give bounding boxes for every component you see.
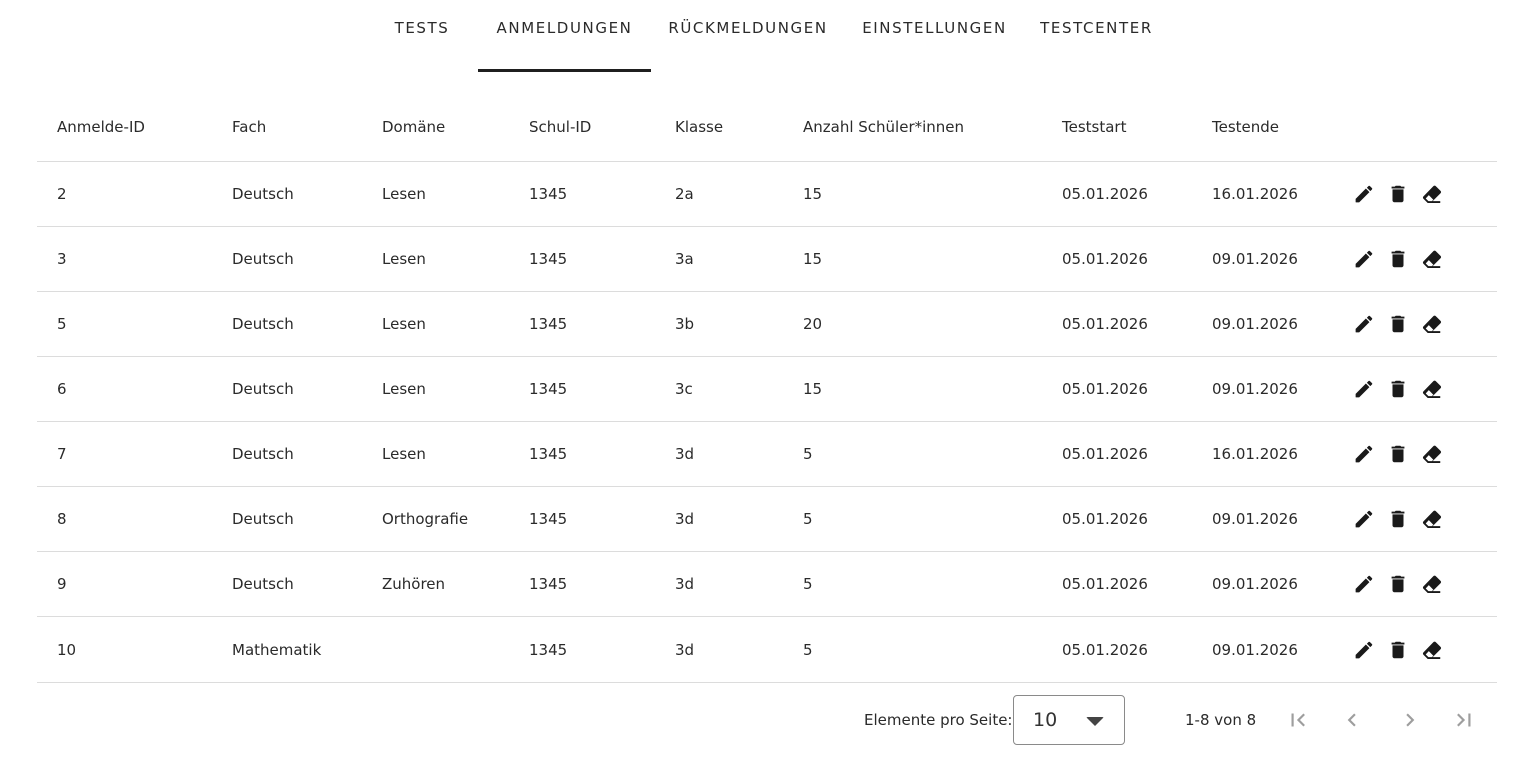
row-actions (1353, 552, 1443, 616)
cell-anmelde-id: 3 (57, 250, 67, 268)
tab-testcenter[interactable] (1033, 0, 1160, 72)
trash-icon[interactable] (1387, 508, 1409, 530)
column-header-klasse[interactable]: Klasse (675, 117, 724, 136)
cell-domaene: Lesen (382, 315, 426, 333)
cell-testende: 09.01.2026 (1212, 380, 1298, 398)
cell-testende: 16.01.2026 (1212, 185, 1298, 203)
cell-teststart: 05.01.2026 (1062, 380, 1148, 398)
pencil-icon[interactable] (1353, 248, 1375, 270)
cell-anmelde-id: 9 (57, 575, 67, 593)
trash-icon[interactable] (1387, 639, 1409, 661)
column-header-anmelde-id[interactable]: Anmelde-ID (57, 117, 145, 136)
column-header-testende[interactable]: Testende (1212, 117, 1280, 136)
cell-testende: 09.01.2026 (1212, 575, 1298, 593)
cell-teststart: 05.01.2026 (1062, 185, 1148, 203)
table-row (37, 162, 1497, 227)
table-body (37, 162, 1497, 683)
cell-testende: 09.01.2026 (1212, 250, 1298, 268)
cell-schul-id: 1345 (529, 250, 568, 268)
cell-fach: Deutsch (232, 380, 294, 398)
cell-domaene: Lesen (382, 250, 426, 268)
row-actions (1353, 162, 1443, 226)
page-size-select[interactable] (1013, 695, 1125, 745)
cell-anzahl: 5 (803, 575, 813, 593)
cell-fach: Deutsch (232, 250, 294, 268)
trash-icon[interactable] (1387, 313, 1409, 335)
trash-icon[interactable] (1387, 443, 1409, 465)
cell-domaene: Zuhören (382, 575, 446, 593)
cell-fach: Deutsch (232, 575, 294, 593)
cell-anzahl: 15 (803, 380, 823, 398)
cell-teststart: 05.01.2026 (1062, 315, 1148, 333)
cell-testende: 09.01.2026 (1212, 315, 1298, 333)
pencil-icon[interactable] (1353, 573, 1375, 595)
cell-klasse: 3d (675, 575, 695, 593)
previous-page-icon[interactable] (1339, 707, 1365, 733)
cell-klasse: 3d (675, 510, 695, 528)
tab-label: RÜCKMELDUNGEN (668, 19, 828, 37)
row-actions (1353, 227, 1443, 291)
cell-testende: 09.01.2026 (1212, 510, 1298, 528)
cell-klasse: 3d (675, 640, 695, 659)
eraser-icon[interactable] (1421, 313, 1443, 335)
row-actions (1353, 487, 1443, 551)
page-range-label: 1-8 von 8 (1185, 711, 1257, 729)
cell-klasse: 3d (675, 445, 695, 463)
trash-icon[interactable] (1387, 378, 1409, 400)
cell-anmelde-id: 5 (57, 315, 67, 333)
cell-klasse: 2a (675, 185, 694, 203)
cell-fach: Deutsch (232, 185, 294, 203)
cell-anmelde-id: 6 (57, 380, 67, 398)
cell-domaene: Lesen (382, 445, 426, 463)
table-row (37, 617, 1497, 683)
cell-schul-id: 1345 (529, 380, 568, 398)
tab-anmeldungen[interactable] (478, 0, 651, 72)
caret-down-icon (1086, 717, 1104, 726)
cell-domaene: Lesen (382, 185, 426, 203)
eraser-icon[interactable] (1421, 573, 1443, 595)
table-row (37, 552, 1497, 617)
cell-anmelde-id: 2 (57, 185, 67, 203)
cell-klasse: 3c (675, 380, 693, 398)
tab-bar (0, 0, 1538, 72)
eraser-icon[interactable] (1421, 183, 1443, 205)
tab-einstellungen[interactable] (853, 0, 1016, 72)
table-row (37, 357, 1497, 422)
column-header-domaene[interactable]: Domäne (382, 117, 446, 136)
cell-teststart: 05.01.2026 (1062, 575, 1148, 593)
trash-icon[interactable] (1387, 248, 1409, 270)
cell-fach: Deutsch (232, 510, 294, 528)
column-header-schul-id[interactable]: Schul-ID (529, 117, 592, 136)
next-page-icon[interactable] (1397, 707, 1423, 733)
pencil-icon[interactable] (1353, 378, 1375, 400)
column-header-anzahl[interactable]: Anzahl Schüler*innen (803, 117, 965, 136)
cell-fach: Deutsch (232, 445, 294, 463)
tab-rueckmeldungen[interactable] (660, 0, 836, 72)
tab-label: TESTCENTER (1040, 19, 1153, 37)
pencil-icon[interactable] (1353, 443, 1375, 465)
page-size-value: 10 (1033, 709, 1058, 731)
trash-icon[interactable] (1387, 573, 1409, 595)
cell-domaene: Lesen (382, 380, 426, 398)
cell-anmelde-id: 10 (57, 640, 77, 659)
eraser-icon[interactable] (1421, 508, 1443, 530)
cell-anzahl: 15 (803, 250, 823, 268)
table-row (37, 422, 1497, 487)
trash-icon[interactable] (1387, 183, 1409, 205)
paginator (0, 690, 1538, 750)
cell-anzahl: 5 (803, 640, 813, 659)
tab-tests[interactable] (378, 0, 466, 72)
cell-teststart: 05.01.2026 (1062, 640, 1148, 659)
row-actions (1353, 422, 1443, 486)
cell-schul-id: 1345 (529, 640, 568, 659)
pencil-icon[interactable] (1353, 183, 1375, 205)
last-page-icon[interactable] (1451, 707, 1477, 733)
cell-fach: Mathematik (232, 640, 322, 659)
cell-anzahl: 15 (803, 185, 823, 203)
pencil-icon[interactable] (1353, 639, 1375, 661)
eraser-icon[interactable] (1421, 378, 1443, 400)
cell-teststart: 05.01.2026 (1062, 445, 1148, 463)
tab-label: ANMELDUNGEN (496, 19, 633, 37)
cell-domaene: Orthografie (382, 510, 469, 528)
cell-anzahl: 20 (803, 315, 823, 333)
cell-fach: Deutsch (232, 315, 294, 333)
cell-schul-id: 1345 (529, 510, 568, 528)
cell-schul-id: 1345 (529, 315, 568, 333)
row-actions (1353, 617, 1443, 682)
cell-anzahl: 5 (803, 445, 813, 463)
cell-teststart: 05.01.2026 (1062, 510, 1148, 528)
eraser-icon[interactable] (1421, 443, 1443, 465)
pencil-icon[interactable] (1353, 313, 1375, 335)
registrations-table (37, 92, 1497, 683)
cell-teststart: 05.01.2026 (1062, 250, 1148, 268)
tab-label: TESTS (394, 19, 450, 37)
table-row (37, 292, 1497, 357)
column-header-fach[interactable]: Fach (232, 117, 267, 136)
cell-klasse: 3b (675, 315, 695, 333)
row-actions (1353, 292, 1443, 356)
table-row (37, 227, 1497, 292)
cell-testende: 09.01.2026 (1212, 640, 1298, 659)
table-row (37, 487, 1497, 552)
column-header-teststart[interactable]: Teststart (1062, 117, 1127, 136)
cell-schul-id: 1345 (529, 185, 568, 203)
row-actions (1353, 357, 1443, 421)
cell-schul-id: 1345 (529, 445, 568, 463)
cell-anmelde-id: 8 (57, 510, 67, 528)
tab-label: EINSTELLUNGEN (862, 19, 1007, 37)
cell-klasse: 3a (675, 250, 694, 268)
cell-testende: 16.01.2026 (1212, 445, 1298, 463)
cell-anmelde-id: 7 (57, 445, 67, 463)
pencil-icon[interactable] (1353, 508, 1375, 530)
table-header-row (37, 92, 1497, 162)
eraser-icon[interactable] (1421, 248, 1443, 270)
cell-anzahl: 5 (803, 510, 813, 528)
cell-schul-id: 1345 (529, 575, 568, 593)
eraser-icon[interactable] (1421, 639, 1443, 661)
first-page-icon[interactable] (1285, 707, 1311, 733)
items-per-page-label: Elemente pro Seite: (864, 711, 1013, 729)
